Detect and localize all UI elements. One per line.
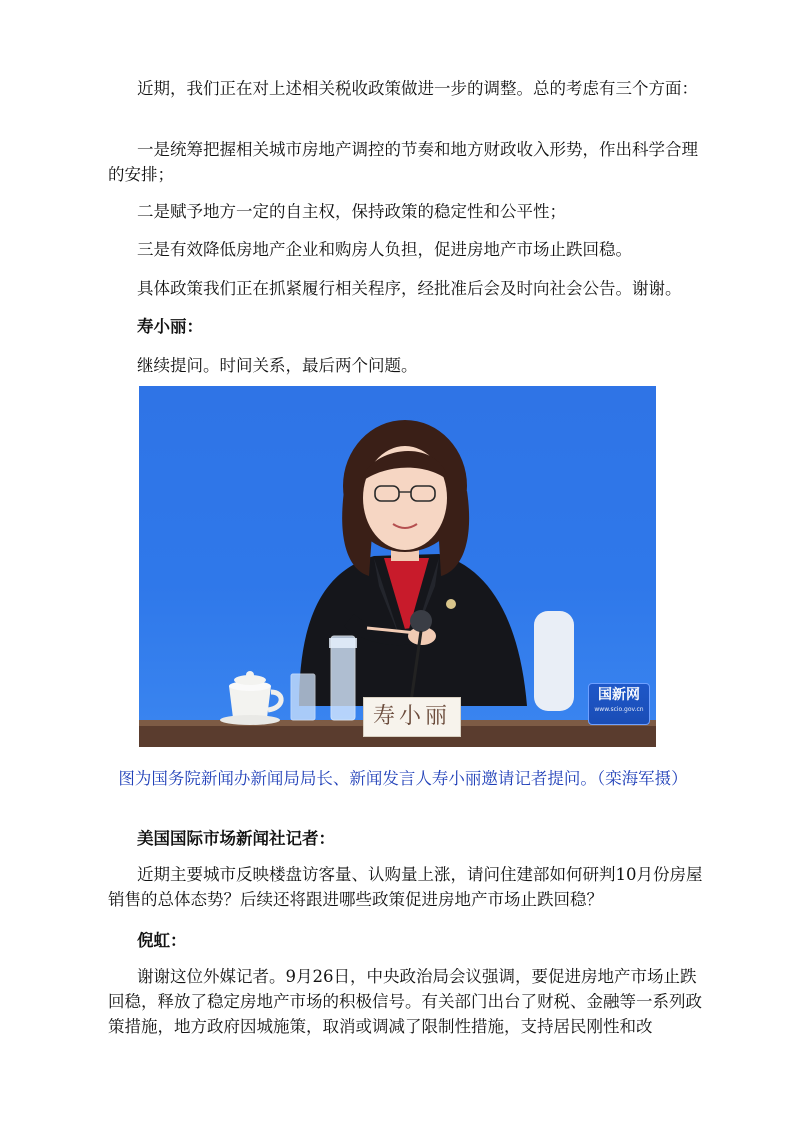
watermark-badge xyxy=(588,683,650,725)
paragraph-closing: 具体政策我们正在抓紧履行相关程序，经批准后会及时向社会公告。谢谢。 xyxy=(137,279,682,298)
speaker-label: 倪虹： xyxy=(137,931,187,950)
paragraph-continue-questions: 继续提问。时间关系，最后两个问题。 xyxy=(137,356,418,375)
speaker-nameplate: 寿小丽 xyxy=(363,697,461,737)
paragraph-point-three: 三是有效降低房地产企业和购房人负担，促进房地产市场止跌回稳。 xyxy=(137,240,632,259)
speaker-label: 寿小丽： xyxy=(137,317,203,336)
paragraph-point-two: 二是赋予地方一定的自主权，保持政策的稳定性和公平性； xyxy=(137,202,566,221)
photo-illustration xyxy=(139,386,656,747)
paragraph-answer: 谢谢这位外媒记者。9月26日，中央政治局会议强调，要促进房地产市场止跌回稳，释放了稳定房地产市场的积极信号。有关部门出台了财税、金融等一系列政策措施，地方政府因城施策，取消或调减了限制性措施，支持居民刚性和改 xyxy=(108,967,702,1036)
watermark-url: www.scio.gov.cn xyxy=(594,706,644,713)
watermark-title: 国新网 xyxy=(598,687,640,703)
paragraph-reporter-question: 近期主要城市反映楼盘访客量、认购量上涨，请问住建部如何研判10月份房屋销售的总体态势？后续还将跟进哪些政策促进房地产市场止跌回稳？ xyxy=(108,865,703,909)
press-conference-photo xyxy=(139,386,656,747)
photo-caption: 图为国务院新闻办新闻局局长、新闻发言人寿小丽邀请记者提问。（栾海军摄） xyxy=(118,769,688,788)
paragraph-point-one: 一是统筹把握相关城市房地产调控的节奏和地方财政收入形势，作出科学合理的安排； xyxy=(108,140,698,184)
paragraph-tax-adjustment: 近期，我们正在对上述相关税收政策做进一步的调整。总的考虑有三个方面： xyxy=(137,79,698,98)
speaker-label: 美国国际市场新闻社记者： xyxy=(137,829,335,848)
